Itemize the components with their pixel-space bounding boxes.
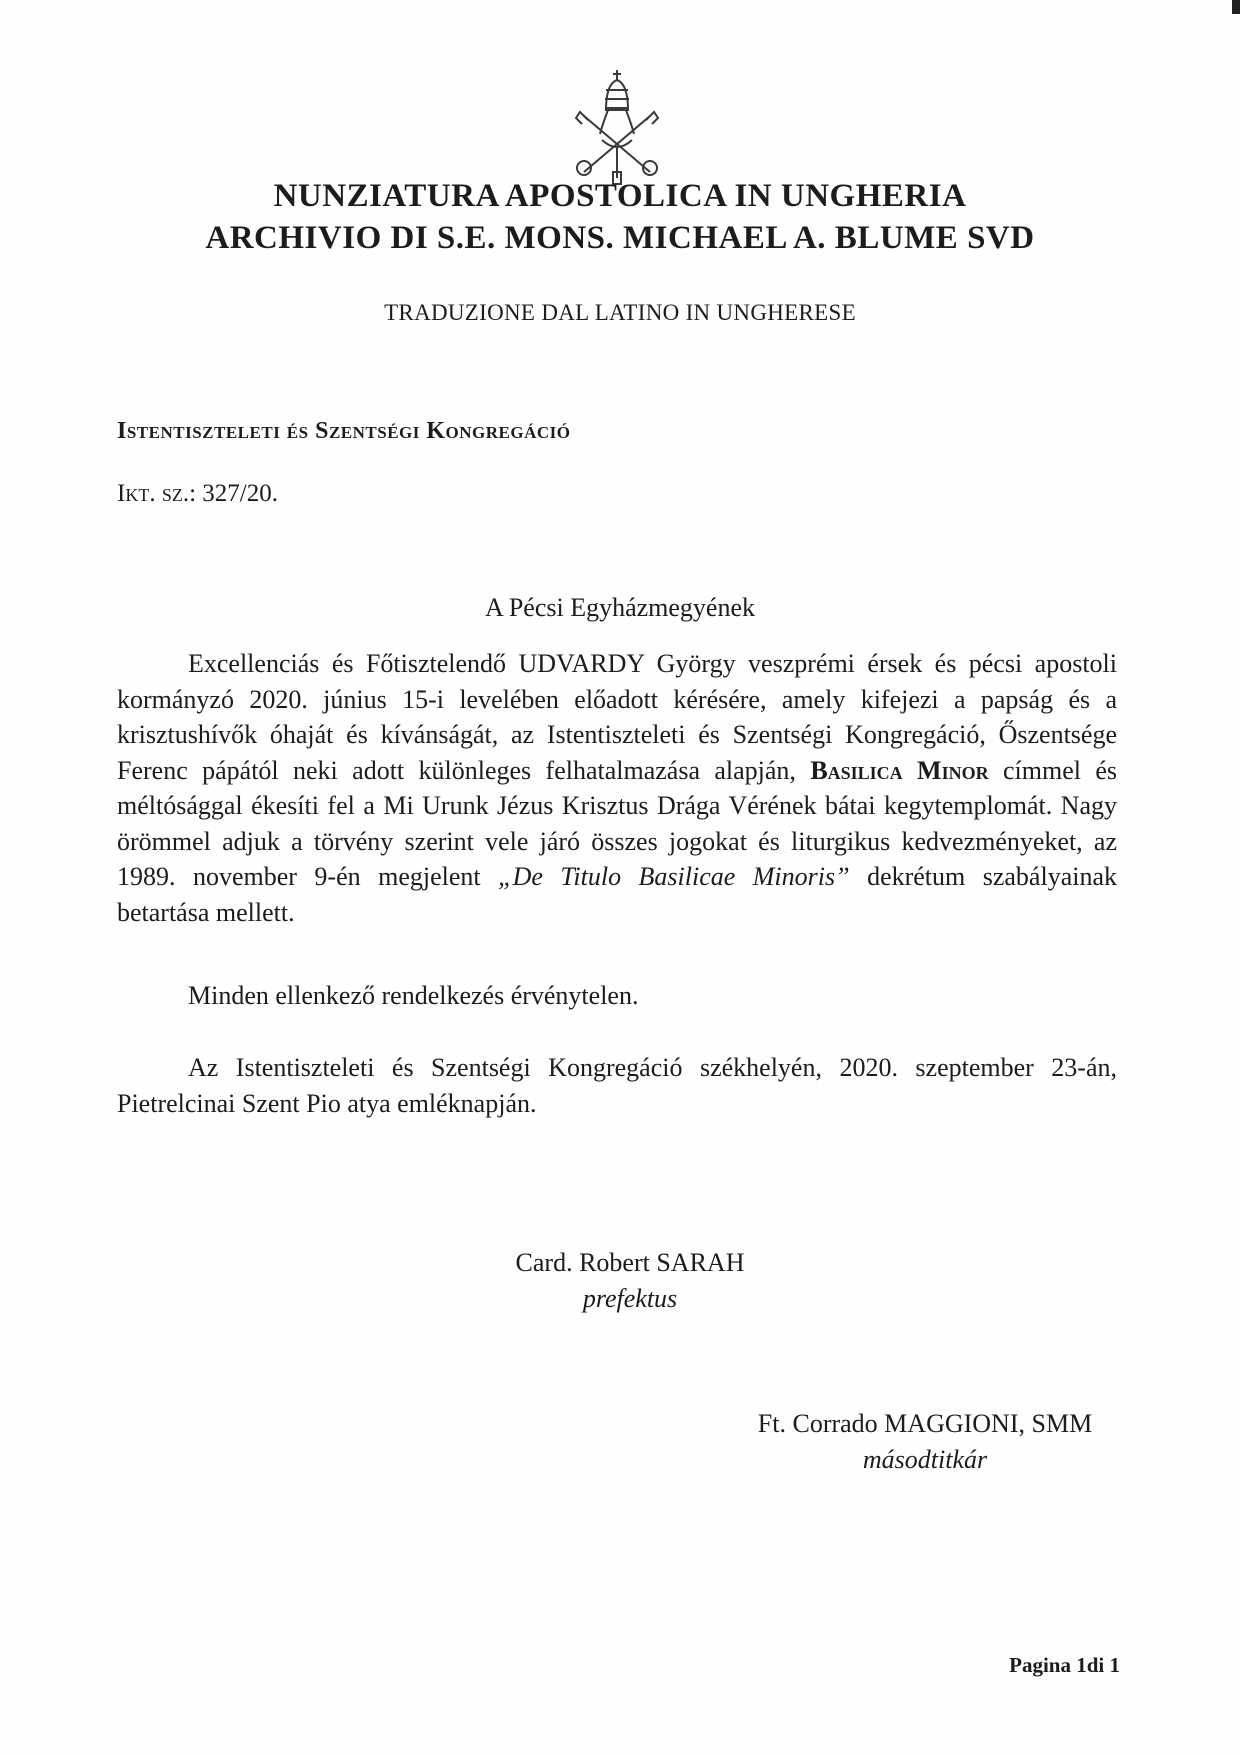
congregation-name: Istentiszteleti és Szentségi Kongregáció	[117, 418, 571, 444]
signer-name: Card. Robert SARAH	[515, 1248, 745, 1277]
decree-text-a: Excellenciás és Főtisztelendő UDVARDY György veszprémi érsek és pécsi apostoli kormányzó 2020. június 15-i levelében előadott kérésére, amely kifejezi a papság és a krisztushívők óhaját és kívánságát, az Istentiszteleti és Szentségi Kongregáció, Őszentsége Ferenc pápától neki adott különleges felhatalmazása alapján,	[117, 649, 1117, 785]
archive-title: ARCHIVIO DI S.E. MONS. MICHAEL A. BLUME SVD	[205, 220, 1035, 256]
decree-text-b: címmel és méltósággal ékesíti fel a Mi Urunk Jézus Krisztus Drága Vérének bátai kegytemplomát. Nagy örömmel adjuk a törvény szerint vele járó összes jogokat és liturgikus kedvezményeket, az 1989. november 9-én megjelent	[117, 755, 1117, 891]
signer-name: Ft. Corrado MAGGIONI, SMM	[757, 1409, 1093, 1438]
scan-edge-mark	[1232, 0, 1240, 14]
reference-number	[117, 480, 278, 508]
place-date-paragraph: Az Istentiszteleti és Szentségi Kongregáció székhelyén, 2020. szeptember 23-án, Pietrelcinai Szent Pio atya emléknapján.	[117, 1053, 1117, 1118]
reference-label: Ikt. sz.	[117, 480, 190, 507]
addressee: A Pécsi Egyházmegyének	[484, 593, 756, 622]
translation-note: TRADUZIONE DAL LATINO IN UNGHERESE	[384, 300, 856, 325]
signature-secretary	[735, 1409, 1115, 1475]
decree-name: „De Titulo Basilicae Minoris”	[498, 862, 850, 891]
reference-value: : 327/20.	[189, 480, 278, 507]
page-number: Pagina 1di 1	[1009, 1653, 1120, 1677]
signer-role: másodtitkár	[862, 1445, 988, 1474]
signature-prefect	[485, 1248, 775, 1314]
nunciature-title: NUNZIATURA APOSTOLICA IN UNGHERIA	[273, 178, 967, 214]
annulment-paragraph: Minden ellenkező rendelkezés érvénytelen.	[188, 981, 639, 1010]
papal-keys-crest-icon	[562, 68, 672, 188]
basilica-title: Basilica Minor	[810, 755, 989, 785]
signer-role: prefektus	[582, 1284, 678, 1313]
decree-paragraph	[117, 646, 1117, 930]
decree-text-c: dekrétum szabályainak betartása mellett.	[117, 862, 1117, 927]
